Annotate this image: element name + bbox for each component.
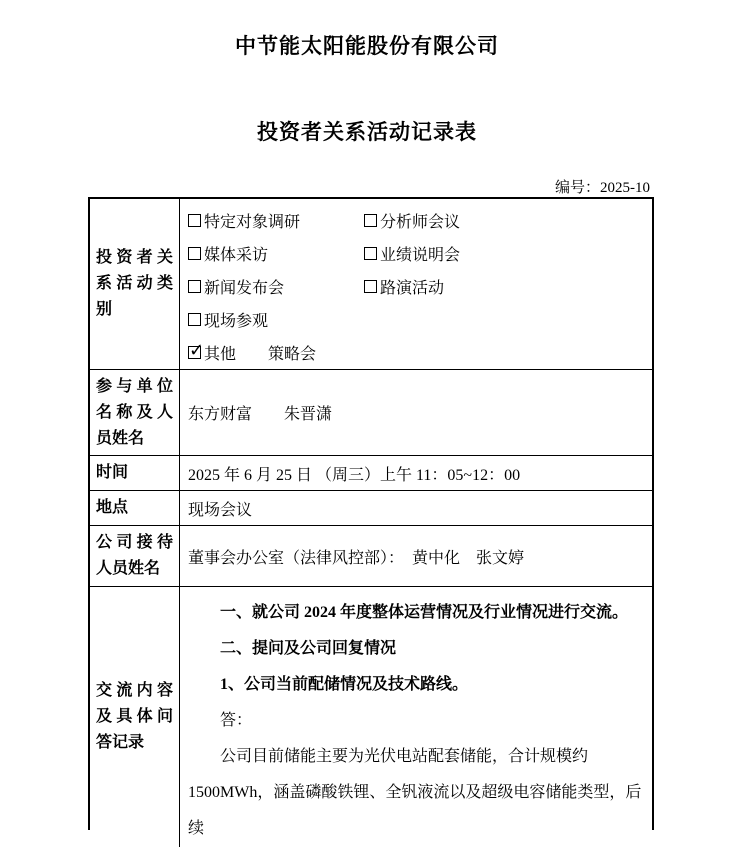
activity-type-options (180, 199, 652, 369)
checkbox-line (188, 270, 652, 303)
record-line: 答： (220, 712, 253, 729)
option-item (188, 209, 364, 232)
option-label: 路演活动 (380, 280, 445, 297)
checkbox-icon (188, 247, 201, 260)
option-label: 业绩说明会 (380, 247, 461, 264)
row-label: 公司接待人员姓名 (96, 534, 173, 577)
row-label: 地点 (96, 499, 129, 516)
row-label: 参与单位名称及人员姓名 (96, 377, 173, 447)
checkbox-icon (364, 247, 377, 260)
doc-number-label: 编号： (554, 180, 600, 196)
checkbox-icon (188, 280, 201, 293)
doc-number-value: 2025-10 (600, 180, 650, 196)
record-line: 1500MWh，涵盖磷酸铁锂、全钒液流以及超级电容储能类型，后续 (188, 784, 642, 837)
record-line: 公司目前储能主要为光伏电站配套储能，合计规模约 (220, 748, 589, 765)
option-other-note: 策略会 (268, 346, 317, 363)
record-label-cell (90, 587, 180, 847)
record-line: 一、就公司 2024 年度整体运营情况及行业情况进行交流。 (220, 604, 629, 621)
activity-type-label-cell (90, 199, 180, 369)
time-label-cell (90, 456, 180, 490)
row-label: 投资者关系活动类别 (96, 249, 173, 318)
option-item (188, 275, 364, 298)
option-label: 分析师会议 (380, 214, 461, 231)
checkbox-icon (364, 280, 377, 293)
option-item (188, 308, 364, 331)
participants-value: 东方财富 朱晋潇 (188, 406, 333, 423)
table-row-reception (90, 526, 652, 587)
record-content (180, 587, 652, 847)
table-row-activity-type (90, 199, 652, 370)
option-label: 现场参观 (204, 313, 269, 330)
checkbox-icon (188, 313, 201, 326)
checkbox-line (188, 303, 652, 336)
checkbox-icon (364, 214, 377, 227)
table-row-location (90, 491, 652, 526)
option-item (364, 242, 460, 265)
location-value: 现场会议 (188, 501, 253, 519)
option-label: 新闻发布会 (204, 280, 285, 297)
option-item-other (188, 341, 316, 364)
doc-number (0, 176, 734, 197)
option-item (364, 209, 460, 232)
record-table (88, 197, 654, 837)
option-label: 特定对象调研 (204, 214, 301, 231)
time-value: 2025 年 6 月 25 日 （周三）上午 11：05~12：00 (188, 466, 521, 484)
checkbox-line (188, 237, 652, 270)
location-label-cell (90, 491, 180, 525)
table-row-participants (90, 370, 652, 456)
table-row-record (90, 587, 652, 847)
checkbox-line (188, 204, 652, 237)
record-line: 二、提问及公司回复情况 (220, 640, 397, 657)
checkbox-icon (188, 214, 201, 227)
record-line: 1、公司当前配储情况及技术路线。 (220, 676, 469, 693)
checkbox-line (188, 336, 652, 369)
option-label: 其他 (204, 346, 237, 363)
reception-value: 董事会办公室（法律风控部）： 黄中化 张文婷 (188, 549, 525, 567)
table-row-time (90, 456, 652, 491)
row-label: 交流内容及具体问答记录 (96, 682, 173, 751)
form-title: 投资者关系活动记录表 (257, 121, 477, 144)
option-item (364, 275, 444, 298)
company-title: 中节能太阳能股份有限公司 (235, 35, 499, 58)
option-item (188, 242, 364, 265)
participants-label-cell (90, 370, 180, 455)
row-label: 时间 (96, 464, 129, 481)
reception-label-cell (90, 526, 180, 586)
option-label: 媒体采访 (204, 247, 269, 264)
checkbox-checked-icon (188, 346, 201, 359)
